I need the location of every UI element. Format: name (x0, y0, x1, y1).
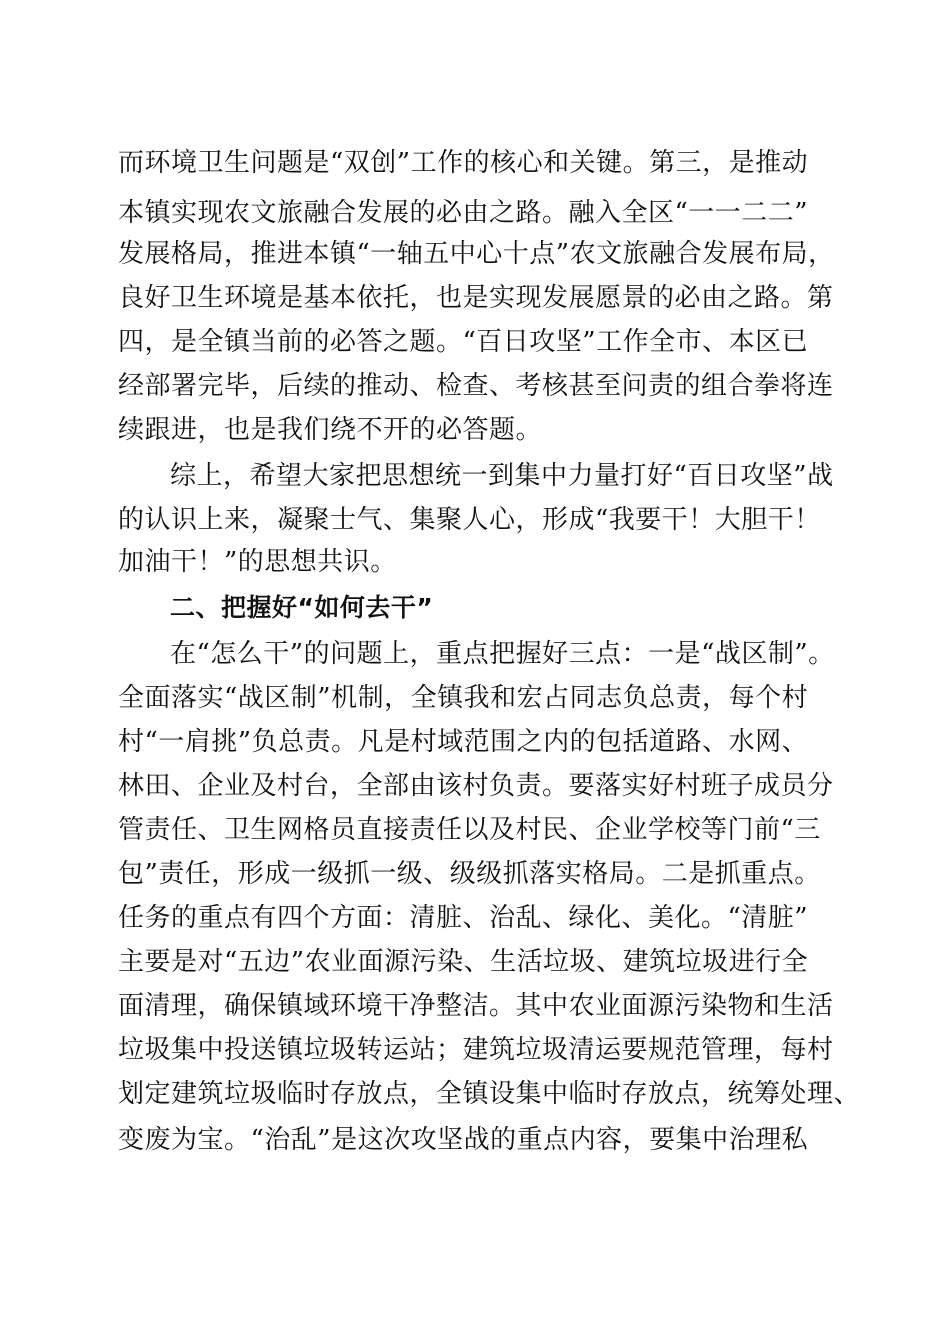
body-text-line: 四，是全镇当前的必答之题。“百日攻坚”工作全市、本区已 (118, 327, 809, 357)
body-text-line: 本镇实现农文旅融合发展的必由之路。融入全区“一一二二” (118, 198, 809, 228)
body-text-line: 林田、企业及村台，全部由该村负责。要落实好村班子成员分 (118, 771, 834, 801)
body-text-line: 划定建筑垃圾临时存放点，全镇设集中临时存放点，统筹处理、 (118, 1079, 861, 1109)
body-text-line: 主要是对“五边”农业面源污染、生活垃圾、建筑垃圾进行全 (118, 947, 809, 977)
body-text-line: 良好卫生环境是基本依托，也是实现发展愿景的必由之路。第 (118, 283, 834, 313)
body-text-line: 全面落实“战区制”机制，全镇我和宏占同志负总责，每个村 (118, 683, 809, 713)
body-text-line: 经部署完毕，后续的推动、检查、考核甚至问责的组合拳将连 (118, 371, 834, 401)
body-text-line: 的认识上来，凝聚士气、集聚人心，形成“我要干！大胆干！ (118, 505, 821, 535)
body-text-line: 管责任、卫生网格员直接责任以及村民、企业学校等门前“三 (118, 815, 821, 845)
section-heading: 二、把握好“如何去干” (170, 593, 434, 622)
body-text-line: 包”责任，形成一级抓一级、级级抓落实格局。二是抓重点。 (118, 859, 821, 889)
body-text-line: 面清理，确保镇域环境干净整洁。其中农业面源污染物和生活 (118, 991, 834, 1021)
paragraph-first-line: 综上，希望大家把思想统一到集中力量打好“百日攻坚”战 (170, 461, 834, 491)
body-text-line: 发展格局，推进本镇“一轴五中心十点”农文旅融合发展布局， (118, 239, 835, 269)
body-text-line: 变废为宝。“治乱”是这次攻坚战的重点内容，要集中治理私 (118, 1125, 809, 1155)
paragraph-first-line: 在“怎么干”的问题上，重点把握好三点：一是“战区制”。 (170, 639, 835, 669)
body-text-line: 村“一肩挑”负总责。凡是村域范围之内的包括道路、水网、 (118, 727, 809, 757)
body-text-line: 续跟进，也是我们绕不开的必答题。 (118, 415, 543, 445)
body-text-line: 加油干！”的思想共识。 (118, 547, 397, 577)
body-text-line: 垃圾集中投送镇垃圾转运站；建筑垃圾清运要规范管理，每村 (118, 1035, 834, 1065)
body-text-line: 任务的重点有四个方面：清脏、治乱、绿化、美化。“清脏” (118, 903, 809, 933)
body-text-line: 而环境卫生问题是“双创”工作的核心和关键。第三，是推动 (118, 148, 809, 178)
